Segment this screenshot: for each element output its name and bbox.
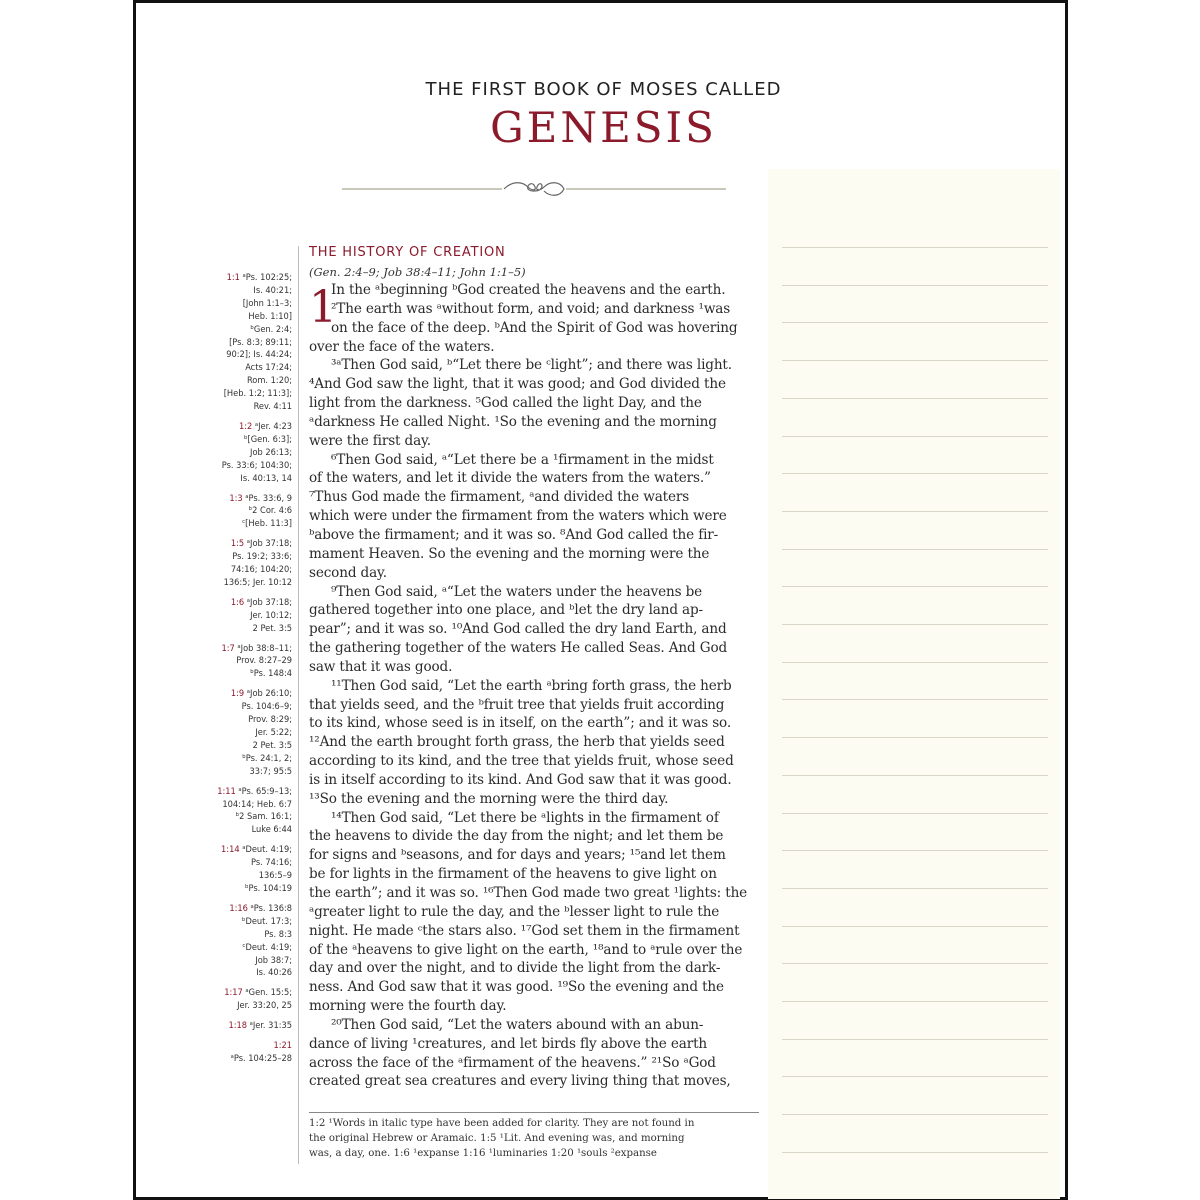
note-ruled-line bbox=[782, 586, 1048, 587]
scripture-line: of the waters, and let it divide the waters from the waters.” bbox=[309, 470, 711, 487]
note-ruled-line bbox=[782, 1076, 1048, 1077]
crossref-line: ᶜ[Heb. 11:3] bbox=[242, 518, 292, 530]
crossref-group bbox=[140, 272, 292, 414]
scripture-line: light from the darkness. ⁵God called the light Day, and the bbox=[309, 395, 702, 412]
crossref-verse-number: 1:6 bbox=[230, 596, 245, 608]
crossref-line: Luke 6:44 bbox=[251, 824, 292, 836]
note-ruled-line bbox=[782, 699, 1048, 700]
crossref-line: [Ps. 8:3; 89:11; bbox=[229, 336, 292, 348]
note-ruled-line bbox=[782, 775, 1048, 776]
crossref-group bbox=[140, 1040, 292, 1066]
footnotes bbox=[309, 1116, 759, 1161]
crossref-verse-number: 1:21 bbox=[273, 1040, 292, 1052]
crossref-line: 136:5; Jer. 10:12 bbox=[223, 576, 292, 588]
scripture-line: day and over the night, and to divide the light from the dark- bbox=[309, 960, 721, 977]
book-title: GENESIS bbox=[490, 103, 717, 152]
crossref-line: Rom. 1:20; bbox=[246, 375, 292, 387]
footnote-line: 1:2 ¹Words in italic type have been added for clarity. They are not found in bbox=[309, 1118, 695, 1129]
scripture-line: ⁴And God saw the light, that it was good; and God divided the bbox=[309, 376, 726, 393]
crossref-line: ᵃPs. 104:25–28 bbox=[230, 1052, 292, 1064]
crossref-line: 1:5 ᵃJob 37:18; bbox=[230, 538, 292, 550]
scripture-line: second day. bbox=[309, 564, 387, 581]
scripture-line: ¹¹Then God said, “Let the earth ᵃbring forth grass, the herb bbox=[331, 677, 732, 694]
crossref-line: Job 26:13; bbox=[250, 446, 292, 458]
crossref-group bbox=[140, 1020, 292, 1033]
crossref-verse-number: 1:16 bbox=[229, 902, 248, 914]
scripture-line: that yields seed, and the ᵇfruit tree that yields fruit according bbox=[309, 696, 725, 713]
crossref-line: 1:3 ᵃPs. 33:6, 9 bbox=[229, 492, 292, 504]
crossref-line: 90:2]; Is. 44:24; bbox=[226, 349, 292, 361]
scripture-line: on the face of the deep. ᵇAnd the Spirit of God was hovering bbox=[331, 319, 738, 336]
scripture-line: ³ᵃThen God said, ᵇ“Let there be ᶜlight”; and there was light. bbox=[331, 357, 732, 374]
crossref-group bbox=[140, 987, 292, 1013]
scripture-line: ²The earth was ᵃwithout form, and void; and darkness ¹was bbox=[331, 300, 731, 317]
crossref-line: ᵇPs. 104:19 bbox=[245, 882, 292, 894]
scripture-line: across the face of the ᵃfirmament of the heavens.” ²¹So ᵃGod bbox=[309, 1054, 716, 1071]
note-ruled-line bbox=[782, 963, 1048, 964]
scripture-line: the heavens to divide the day from the night; and let them be bbox=[309, 828, 724, 845]
scripture-line: the gathering together of the waters He called Seas. And God bbox=[309, 640, 728, 657]
scripture-line: ²⁰Then God said, “Let the waters abound with an abun- bbox=[331, 1016, 704, 1033]
crossref-group bbox=[140, 643, 292, 682]
crossref-verse-number: 1:9 bbox=[230, 688, 245, 700]
crossref-line: Ps. 8:3 bbox=[264, 928, 292, 940]
crossref-group bbox=[140, 421, 292, 486]
crossref-line: ᵇGen. 2:4; bbox=[250, 323, 292, 335]
crossref-line: Acts 17:24; bbox=[245, 362, 292, 374]
scripture-text bbox=[309, 281, 759, 1091]
crossref-line: 1:14 ᵃDeut. 4:19; bbox=[221, 844, 292, 856]
crossref-verse-number: 1:14 bbox=[221, 844, 240, 856]
cross-reference-column bbox=[140, 272, 292, 1073]
footnote-divider bbox=[309, 1112, 759, 1113]
crossref-line: 1:7 ᵃJob 38:8–11; bbox=[221, 642, 292, 654]
crossref-verse-number: 1:18 bbox=[228, 1020, 247, 1032]
scripture-line: ⁹Then God said, ᵃ“Let the waters under the heavens be bbox=[331, 583, 703, 600]
parallel-passages: (Gen. 2:4–9; Job 38:4–11; John 1:1–5) bbox=[309, 265, 526, 279]
scripture-line: were the first day. bbox=[309, 432, 431, 449]
scripture-line: mament Heaven. So the evening and the morning were the bbox=[309, 545, 710, 562]
crossref-group bbox=[140, 903, 292, 980]
scripture-line: ¹³So the evening and the morning were the third day. bbox=[309, 790, 669, 807]
crossref-line: 2 Pet. 3:5 bbox=[252, 739, 292, 751]
crossref-line: Ps. 74:16; bbox=[251, 857, 292, 869]
note-ruled-line bbox=[782, 1114, 1048, 1115]
note-ruled-line bbox=[782, 888, 1048, 889]
crossref-line: Is. 40:21; bbox=[253, 284, 292, 296]
crossref-line: ᶜDeut. 4:19; bbox=[242, 941, 292, 953]
crossref-verse-number: 1:11 bbox=[217, 785, 236, 797]
note-ruled-line bbox=[782, 662, 1048, 663]
crossref-line: Prov. 8:27–29 bbox=[236, 655, 292, 667]
scripture-line: ness. And God saw that it was good. ¹⁹So the evening and the bbox=[309, 979, 724, 996]
crossref-line: ᵇPs. 148:4 bbox=[250, 668, 292, 680]
crossref-line: Ps. 104:6–9; bbox=[241, 701, 292, 713]
crossref-line: Rev. 4:11 bbox=[253, 401, 292, 413]
crossref-line: Is. 40:26 bbox=[256, 967, 292, 979]
section-heading: THE HISTORY OF CREATION bbox=[309, 245, 506, 260]
crossref-verse-number: 1:1 bbox=[226, 272, 240, 283]
scripture-line: the earth”; and it was so. ¹⁶Then God made two great ¹lights: the bbox=[309, 885, 748, 901]
crossref-line: Jer. 5:22; bbox=[255, 727, 292, 738]
scripture-line: dance of living ¹creatures, and let birds fly above the earth bbox=[309, 1035, 707, 1052]
crossref-group bbox=[140, 786, 292, 838]
scripture-line: ᵃdarkness He called Night. ¹So the evening and the morning bbox=[309, 413, 717, 430]
crossref-verse-number: 1:7 bbox=[221, 642, 235, 654]
scripture-line: be for lights in the firmament of the heavens to give light on bbox=[309, 866, 717, 883]
note-ruled-line bbox=[782, 398, 1048, 399]
scripture-line: over the face of the waters. bbox=[309, 338, 495, 355]
scripture-line: saw that it was good. bbox=[309, 658, 453, 675]
note-ruled-line bbox=[782, 624, 1048, 625]
scripture-line: ᵇabove the firmament; and it was so. ⁸And God called the fir- bbox=[309, 526, 719, 543]
scripture-line: for signs and ᵇseasons, and for days and years; ¹⁵and let them bbox=[309, 847, 726, 864]
crossref-line: 74:16; 104:20; bbox=[230, 564, 292, 576]
note-ruled-line bbox=[782, 360, 1048, 361]
crossref-verse-number: 1:3 bbox=[229, 492, 243, 504]
crossref-line: 1:11 ᵃPs. 65:9–13; bbox=[217, 785, 292, 797]
chapter-number: 1 bbox=[309, 282, 337, 333]
crossref-line: Heb. 1:10] bbox=[248, 310, 292, 322]
main-text-column bbox=[309, 243, 759, 1091]
scripture-line: is in itself according to its kind. And God saw that it was good. bbox=[309, 771, 732, 788]
crossref-line: [Heb. 1:2; 11:3]; bbox=[223, 388, 292, 400]
crossref-line: ᵇPs. 24:1, 2; bbox=[242, 752, 292, 764]
scripture-line: night. He made ᶜthe stars also. ¹⁷God set them in the firmament bbox=[309, 922, 740, 939]
scripture-line: to its kind, whose seed is in itself, on the earth”; and it was so. bbox=[309, 715, 732, 732]
crossref-line: 1:18 ᵃJer. 31:35 bbox=[228, 1020, 292, 1032]
crossref-line: 1:2 ᵃJer. 4:23 bbox=[238, 420, 292, 432]
note-ruled-line bbox=[782, 322, 1048, 323]
notes-column bbox=[768, 169, 1060, 1199]
note-ruled-line bbox=[782, 1039, 1048, 1040]
crossref-line: Job 38:7; bbox=[255, 954, 292, 966]
crossref-line: 104:14; Heb. 6:7 bbox=[222, 798, 292, 810]
crossref-line: ᵇ[Gen. 6:3]; bbox=[243, 433, 292, 445]
scripture-line: created great sea creatures and every living thing that moves, bbox=[309, 1073, 731, 1090]
footnote-line: was, a day, one. 1:6 ¹expanse 1:16 ¹luminaries 1:20 ¹souls ²expanse bbox=[309, 1148, 657, 1159]
crossref-line: ᵇDeut. 17:3; bbox=[241, 915, 292, 927]
crossref-line: [John 1:1–3; bbox=[242, 297, 292, 309]
crossref-line: Ps. 19:2; 33:6; bbox=[232, 551, 292, 563]
flourish-ornament bbox=[342, 177, 726, 201]
scripture-line: ⁷Thus God made the firmament, ᵃand divided the waters bbox=[309, 489, 690, 506]
crossref-line: ᵇ2 Sam. 16:1; bbox=[235, 811, 292, 823]
crossref-line: Jer. 10:12; bbox=[250, 609, 292, 621]
crossref-group bbox=[140, 844, 292, 896]
note-ruled-line bbox=[782, 285, 1048, 286]
crossref-line: 1:16 ᵃPs. 136:8 bbox=[229, 902, 292, 914]
scripture-line: ᵃgreater light to rule the day, and the ᵇlesser light to rule the bbox=[309, 903, 720, 920]
crossref-group bbox=[140, 597, 292, 636]
note-ruled-line bbox=[782, 1001, 1048, 1002]
crossref-line: 1:17 ᵃGen. 15:5; bbox=[224, 987, 292, 999]
note-ruled-line bbox=[782, 813, 1048, 814]
scripture-line: morning were the fourth day. bbox=[309, 998, 507, 1015]
crossref-line: 33:7; 95:5 bbox=[249, 765, 292, 777]
scripture-line: which were under the firmament from the waters which were bbox=[309, 508, 727, 525]
crossref-line: ᵇ2 Cor. 4:6 bbox=[248, 505, 292, 517]
crossref-group bbox=[140, 688, 292, 778]
crossref-verse-number: 1:2 bbox=[238, 420, 253, 432]
note-ruled-line bbox=[782, 850, 1048, 851]
crossref-group bbox=[140, 493, 292, 532]
crossref-line: 1:1 ᵃPs. 102:25; bbox=[226, 272, 292, 283]
book-pre-title: THE FIRST BOOK OF MOSES CALLED bbox=[425, 79, 782, 100]
note-ruled-line bbox=[782, 737, 1048, 738]
scripture-line: pear”; and it was so. ¹⁰And God called the dry land Earth, and bbox=[309, 621, 727, 638]
crossref-verse-number: 1:5 bbox=[230, 538, 245, 550]
crossref-line: 2 Pet. 3:5 bbox=[252, 622, 292, 634]
crossref-line: Prov. 8:29; bbox=[248, 714, 292, 726]
crossref-verse-number: 1:17 bbox=[224, 987, 243, 999]
note-ruled-line bbox=[782, 436, 1048, 437]
scripture-line: gathered together into one place, and ᵇlet the dry land ap- bbox=[309, 602, 703, 619]
note-ruled-line bbox=[782, 473, 1048, 474]
crossref-line bbox=[140, 1040, 292, 1053]
bible-page bbox=[133, 0, 1068, 1200]
crossref-line: Ps. 33:6; 104:30; bbox=[221, 459, 292, 471]
scripture-line: of the ᵃheavens to give light on the earth, ¹⁸and to ᵃrule over the bbox=[309, 941, 743, 958]
crossref-line: 1:9 ᵃJob 26:10; bbox=[230, 688, 292, 700]
note-ruled-line bbox=[782, 511, 1048, 512]
scripture-line: according to its kind, and the tree that yields fruit, whose seed bbox=[309, 753, 734, 770]
crossref-group bbox=[140, 538, 292, 590]
scripture-line: ¹²And the earth brought forth grass, the herb that yields seed bbox=[309, 734, 725, 751]
note-ruled-line bbox=[782, 247, 1048, 248]
note-ruled-line bbox=[782, 926, 1048, 927]
note-ruled-line bbox=[782, 549, 1048, 550]
column-divider bbox=[298, 246, 299, 1164]
scripture-line: ¹⁴Then God said, “Let there be ᵃlights in the firmament of bbox=[331, 809, 719, 826]
note-ruled-line bbox=[782, 1152, 1048, 1153]
crossref-line: Jer. 33:20, 25 bbox=[237, 1000, 292, 1012]
crossref-line: 136:5–9 bbox=[258, 870, 292, 882]
crossref-line: Is. 40:13, 14 bbox=[240, 472, 292, 484]
scripture-line: ⁶Then God said, ᵃ“Let there be a ¹firmament in the midst bbox=[331, 451, 714, 468]
scripture-line: In the ᵃbeginning ᵇGod created the heavens and the earth. bbox=[331, 282, 726, 298]
crossref-line: 1:6 ᵃJob 37:18; bbox=[230, 596, 292, 608]
footnote-line: the original Hebrew or Aramaic. 1:5 ¹Lit. And evening was, and morning bbox=[309, 1133, 685, 1144]
